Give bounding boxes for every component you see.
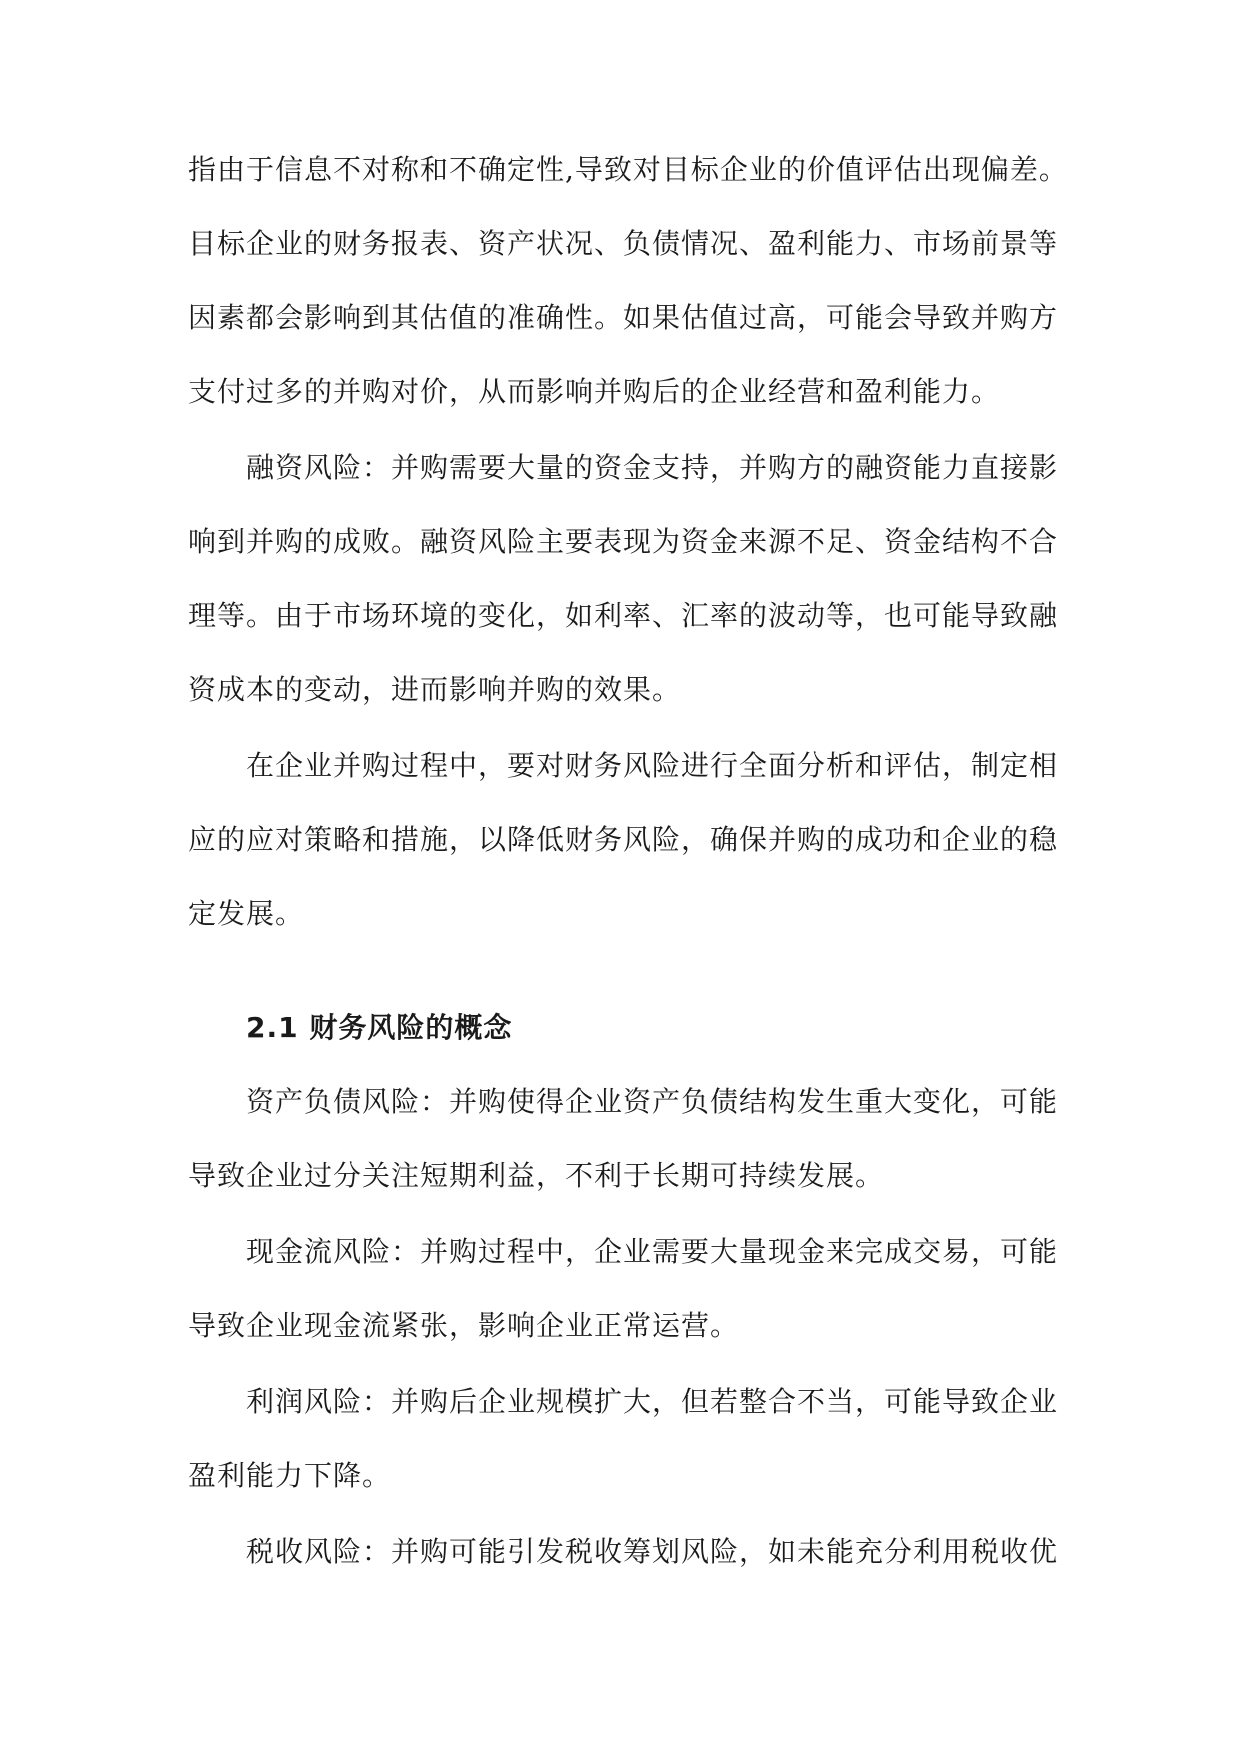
body-text-line: 支付过多的并购对价，从而影响并购后的企业经营和盈利能力。 — [188, 375, 1001, 408]
body-text-line: 定发展。 — [188, 897, 305, 930]
body-text-line: 现金流风险：并购过程中，企业需要大量现金来完成交易，可能 — [246, 1235, 1059, 1268]
body-text-line: 响到并购的成败。融资风险主要表现为资金来源不足、资金结构不合 — [188, 525, 1059, 558]
body-text-line: 目标企业的财务报表、资产状况、负债情况、盈利能力、市场前景等 — [188, 227, 1059, 260]
body-text-line: 指由于信息不对称和不确定性,导致对目标企业的价值评估出现偏差。 — [188, 153, 1068, 186]
body-text-line: 导致企业现金流紧张，影响企业正常运营。 — [188, 1309, 740, 1342]
body-text-line: 因素都会影响到其估值的准确性。如果估值过高，可能会导致并购方 — [188, 301, 1059, 334]
body-text-line: 融资风险：并购需要大量的资金支持，并购方的融资能力直接影 — [246, 451, 1059, 484]
body-text-line: 税收风险：并购可能引发税收筹划风险，如未能充分利用税收优 — [246, 1535, 1059, 1568]
body-text-line: 导致企业过分关注短期利益，不利于长期可持续发展。 — [188, 1159, 885, 1192]
body-text-line: 在企业并购过程中，要对财务风险进行全面分析和评估，制定相 — [246, 749, 1059, 782]
body-text-line: 资成本的变动，进而影响并购的效果。 — [188, 673, 682, 706]
body-text-line: 理等。由于市场环境的变化，如利率、汇率的波动等，也可能导致融 — [188, 599, 1059, 632]
section-heading: 2.1 财务风险的概念 — [246, 1011, 513, 1044]
body-text-line: 资产负债风险：并购使得企业资产负债结构发生重大变化，可能 — [246, 1085, 1059, 1118]
body-text-line: 盈利能力下降。 — [188, 1459, 392, 1492]
body-text-line: 利润风险：并购后企业规模扩大，但若整合不当，可能导致企业 — [246, 1385, 1059, 1418]
body-text-line: 应的应对策略和措施，以降低财务风险，确保并购的成功和企业的稳 — [188, 823, 1059, 856]
